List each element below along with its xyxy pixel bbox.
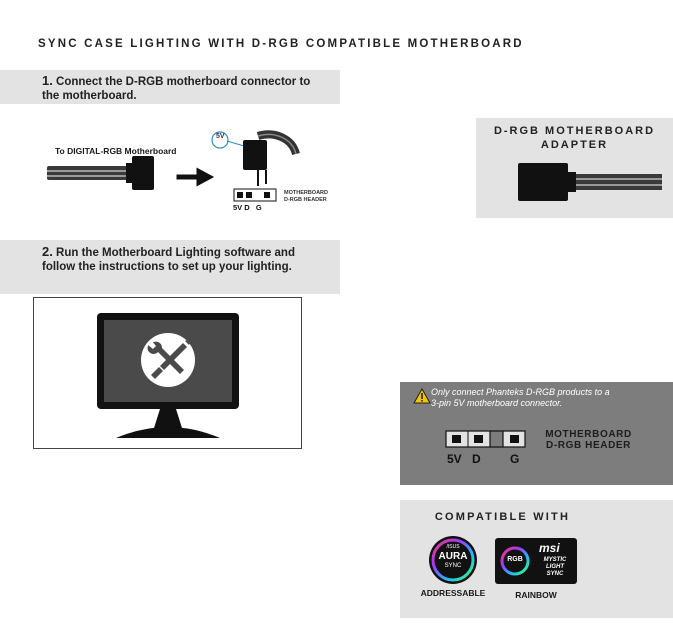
adapter-cable <box>576 174 662 190</box>
tools-icon <box>141 333 195 387</box>
header-label-small: MOTHERBOARD D-RGB HEADER <box>284 190 328 203</box>
warning-header-label: MOTHERBOARD D-RGB HEADER <box>545 429 632 451</box>
adapter-title: D-RGB MOTHERBOARD ADAPTER <box>493 125 656 151</box>
msi-brand: msi <box>539 541 560 555</box>
aura-caption: ADDRESSABLE <box>420 588 486 598</box>
connector-label: To DIGITAL-RGB Motherboard <box>55 146 177 156</box>
warning-triangle-icon <box>413 388 431 404</box>
compatible-title: COMPATIBLE WITH <box>434 511 571 523</box>
step-2-text-line1: Run the Motherboard Lighting software and <box>56 247 295 259</box>
adapter-illustration <box>514 158 664 208</box>
pin-5v-label: 5V <box>447 452 462 466</box>
monitor-icon <box>34 298 301 448</box>
aura-name: AURA <box>438 551 468 562</box>
msi-caption: RAINBOW <box>515 590 557 600</box>
mystic-light-text: MYSTIC LIGHT SYNC <box>543 557 567 577</box>
step-1-text-line2: the motherboard. <box>42 90 137 102</box>
step-1-heading <box>0 70 340 104</box>
voltage-tag-label: 5V <box>216 133 225 140</box>
step-2-text-line2: follow the instructions to set up your lighting. <box>42 261 292 273</box>
warning-panel <box>400 382 673 485</box>
step-1-text-line1: Connect the D-RGB motherboard connector to <box>56 76 311 88</box>
female-connector <box>132 156 154 190</box>
rgb-badge-text: RGB <box>507 556 523 563</box>
step-2-heading <box>0 240 340 294</box>
cable-left <box>47 166 127 180</box>
compatible-panel <box>400 500 673 618</box>
monitor-illustration-frame <box>33 297 302 449</box>
aura-brand: /ISUS <box>446 544 460 550</box>
aura-sub: SYNC <box>444 563 462 569</box>
pins-label: 5V D G <box>233 203 262 212</box>
page-title: SYNC CASE LIGHTING WITH D-RGB COMPATIBLE MOTHERBOARD <box>38 38 524 50</box>
step-2-number: 2. <box>42 244 53 259</box>
header-pin-diagram <box>445 430 527 450</box>
adapter-connector <box>518 163 568 201</box>
warning-text: Only connect Phanteks D-RGB products to a 3-pin 5V motherboard connector. <box>431 387 610 408</box>
msi-mystic-light-logo <box>495 538 577 584</box>
pin-d-label: D <box>472 452 481 466</box>
arrow-icon <box>178 170 211 184</box>
step-1-number: 1. <box>42 73 53 88</box>
adapter-panel <box>476 118 673 218</box>
pin-g-label: G <box>510 452 520 466</box>
male-connector <box>243 140 267 170</box>
connector-strain-relief <box>126 163 132 183</box>
